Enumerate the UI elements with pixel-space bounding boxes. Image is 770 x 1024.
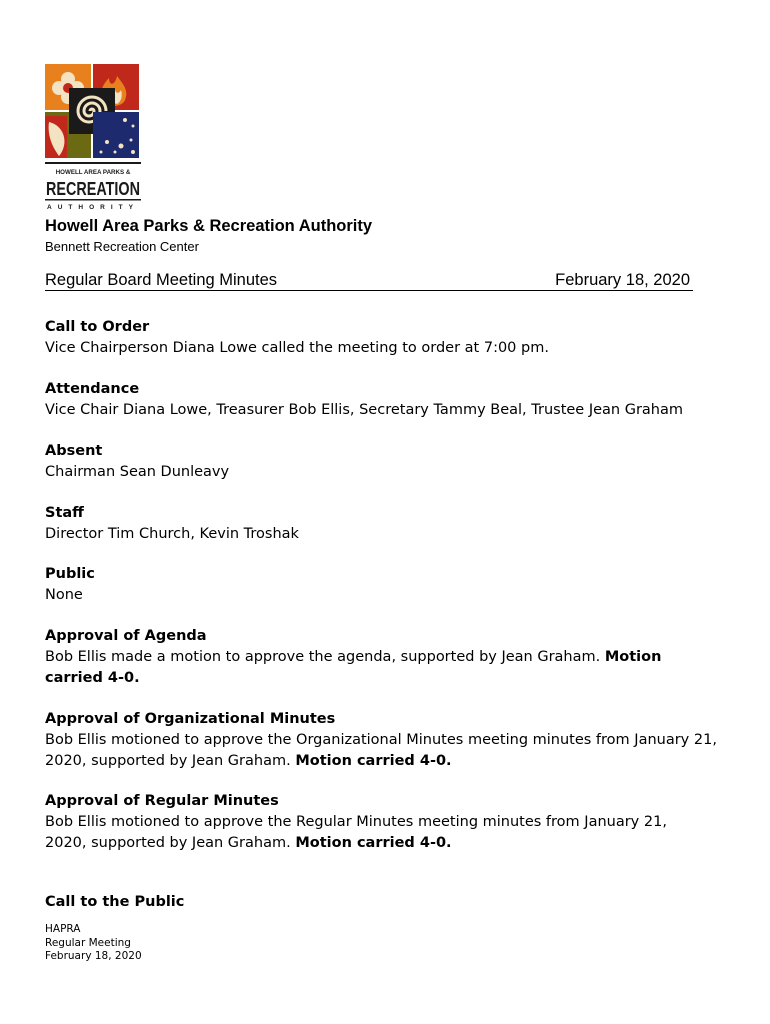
section-body-text: Bob Ellis made a motion to approve the agenda, supported by Jean Graham. (45, 649, 601, 665)
section-body (45, 647, 695, 689)
section-body-text: Bob Ellis motioned to approve the Organizational Minutes meeting minutes from January 21, 2020, supported by Jean Graham. (45, 732, 717, 769)
section-body (45, 730, 725, 772)
section-call-to-public (45, 892, 735, 913)
org-name: Howell Area Parks & Recreation Authority (45, 217, 373, 235)
document-title-row (45, 271, 693, 291)
section-heading: Absent (45, 443, 103, 459)
motion-result: Motion carried 4-0. (295, 835, 452, 851)
logo-line3: AUTHORITY (47, 204, 139, 211)
section-body: None (45, 587, 83, 603)
logo-line2: RECREATION (46, 178, 140, 199)
section-absent (45, 441, 735, 483)
document-title: Regular Board Meeting Minutes (45, 271, 278, 289)
page-footer (45, 923, 142, 964)
section-heading: Call to the Public (45, 894, 185, 910)
section-heading: Call to Order (45, 319, 150, 335)
section-heading: Approval of Agenda (45, 628, 207, 644)
motion-result: Motion carried 4-0. (45, 649, 662, 686)
section-call-to-order (45, 317, 735, 359)
section-body: Director Tim Church, Kevin Troshak (45, 526, 299, 542)
section-heading: Approval of Regular Minutes (45, 793, 279, 809)
section-approval-org-minutes (45, 709, 725, 772)
section-approval-regular-minutes (45, 791, 705, 854)
org-location: Bennett Recreation Center (45, 239, 199, 254)
section-public (45, 564, 735, 606)
logo-line1: HOWELL AREA PARKS & (55, 169, 131, 176)
footer-line: HAPRA (45, 923, 81, 935)
section-heading: Public (45, 566, 95, 582)
section-heading: Staff (45, 505, 84, 521)
section-body-text: Bob Ellis motioned to approve the Regular Minutes meeting minutes from January 21, 2020, supported by Jean Graham. (45, 814, 667, 851)
footer-line: Regular Meeting (45, 936, 131, 949)
section-body (45, 812, 705, 854)
section-heading: Attendance (45, 381, 140, 397)
section-approval-agenda (45, 626, 695, 689)
section-body: Chairman Sean Dunleavy (45, 464, 230, 480)
section-heading: Approval of Organizational Minutes (45, 711, 336, 727)
section-body: Vice Chairperson Diana Lowe called the meeting to order at 7:00 pm. (45, 340, 549, 356)
section-staff (45, 503, 735, 545)
document-date: February 18, 2020 (555, 271, 690, 289)
section-body: Vice Chair Diana Lowe, Treasurer Bob Ellis, Secretary Tammy Beal, Trustee Jean Graham (45, 402, 683, 418)
section-attendance (45, 379, 735, 421)
hapra-logo (45, 64, 141, 212)
motion-result: Motion carried 4-0. (295, 753, 452, 769)
footer-line: February 18, 2020 (45, 950, 142, 962)
